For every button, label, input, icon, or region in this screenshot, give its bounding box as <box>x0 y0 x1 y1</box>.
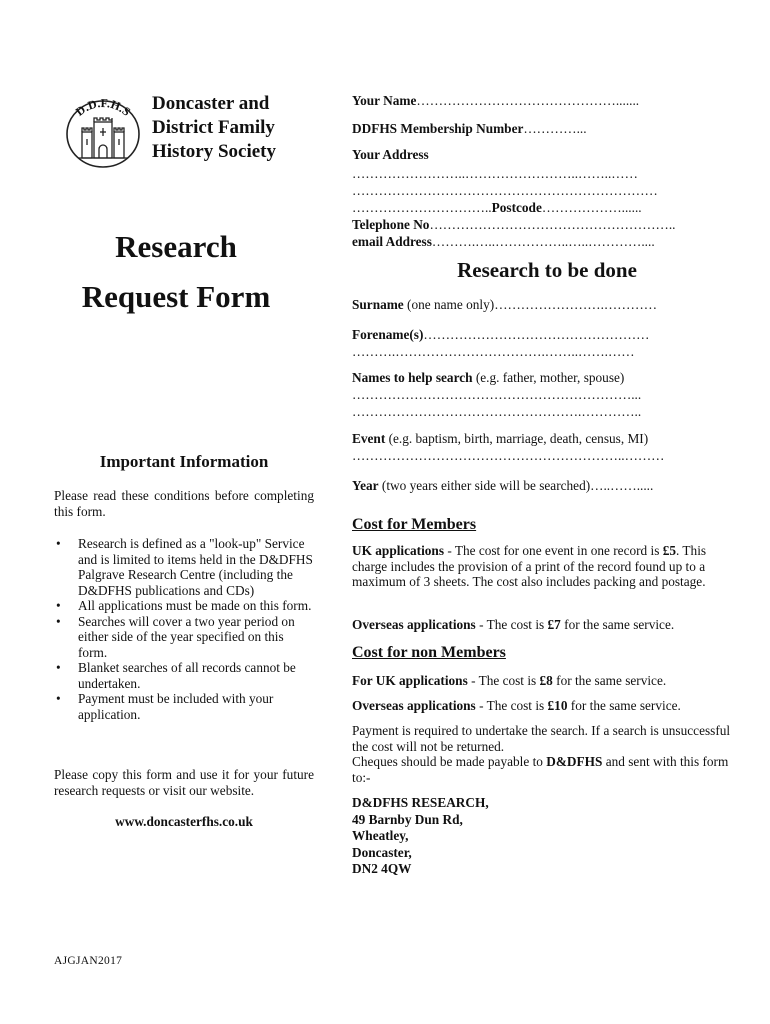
members-uk-label: UK applications <box>352 543 444 558</box>
org-name <box>152 92 276 164</box>
important-heading: Important Information <box>99 452 269 471</box>
condition-item: • Payment must be included with your application. <box>54 691 316 722</box>
address-line-1[interactable]: ……………………..……………………..……..…… <box>352 166 638 181</box>
membership-field[interactable] <box>352 120 732 137</box>
org-name-line1: Doncaster and <box>152 93 270 114</box>
non-members-overseas-label: Overseas applications <box>352 698 476 713</box>
name-dots: ………………………………………....... <box>416 93 640 108</box>
postal-address-line4: Doncaster, <box>352 844 412 860</box>
footer-code: AJGJAN2017 <box>54 955 123 967</box>
names-help-label: Names to help search <box>352 370 473 385</box>
address-line-2[interactable]: …………………………………………………………… <box>352 183 658 198</box>
postal-address <box>352 795 732 878</box>
postal-address-line3: Wheatley, <box>352 828 409 843</box>
surname-label: Surname <box>352 297 404 312</box>
telephone-label: Telephone No <box>352 217 430 232</box>
email-dots: ……….…..……………..…..………….... <box>431 234 655 249</box>
non-members-uk-text-a: - The cost is <box>467 673 540 688</box>
surname-note: (one name only) <box>403 297 495 312</box>
forenames-line-2[interactable]: ……….…………………………….……..…….…… <box>352 344 635 359</box>
email-label: email Address <box>352 234 432 249</box>
names-help-label-row <box>352 369 732 386</box>
year-dots: …..……..... <box>590 478 654 493</box>
form-title <box>40 222 312 322</box>
postcode-dots: ………………...... <box>541 200 642 215</box>
non-members-overseas-text-b: for the same service. <box>567 698 681 713</box>
cheque-note <box>352 754 732 785</box>
non-members-uk-price: £8 <box>539 673 553 688</box>
year-field[interactable] <box>352 477 732 494</box>
castle-icon <box>60 92 146 170</box>
conditions-list <box>54 536 316 722</box>
forenames-dots: …………………………………………… <box>423 327 650 342</box>
telephone-dots: ……………………………………………….. <box>429 217 676 232</box>
non-members-uk-label: For UK applications <box>352 673 468 688</box>
cost-non-members-heading: Cost for non Members <box>352 644 506 661</box>
name-label: Your Name <box>352 93 417 108</box>
research-heading: Research to be done <box>457 258 637 282</box>
non-members-overseas-cost <box>352 697 732 714</box>
members-overseas-cost <box>352 616 732 633</box>
names-help-note: (e.g. father, mother, spouse) <box>472 370 625 385</box>
members-overseas-label: Overseas applications <box>352 617 476 632</box>
forenames-label: Forename(s) <box>352 327 424 342</box>
condition-item: • Searches will cover a two year period on either side of the year specified on this form. <box>54 614 316 661</box>
members-uk-price: £5 <box>662 543 677 558</box>
postal-address-line2: 49 Barnby Dun Rd, <box>352 811 463 827</box>
non-members-overseas-price: £10 <box>547 698 568 713</box>
year-label: Year <box>352 478 379 493</box>
members-uk-text-a: - The cost for one event in one record is <box>444 543 663 558</box>
website-link[interactable]: www.doncasterfhs.co.uk <box>115 814 253 829</box>
condition-item: • Blanket searches of all records cannot be undertaken. <box>54 660 316 691</box>
form-title-line1: Research <box>115 229 237 264</box>
forenames-field[interactable] <box>352 326 732 343</box>
cheque-text-a: Cheques should be made payable to <box>352 754 547 769</box>
members-overseas-text-a: - The cost is <box>475 617 548 632</box>
surname-field[interactable] <box>352 296 732 313</box>
membership-dots: …………... <box>523 121 587 136</box>
postal-address-line1: D&DFHS RESEARCH, <box>352 795 489 810</box>
condition-item: • Research is defined as a "look-up" Service and is limited to items held in the D&DFHS Palgrave Research Centre (including the D&DFHS publications and CDs) <box>54 536 316 598</box>
cheque-text-b: and sent with this form to:- <box>352 754 729 785</box>
postcode-field[interactable] <box>352 199 732 216</box>
telephone-field[interactable] <box>352 216 732 233</box>
surname-dots: …………………….………… <box>494 297 658 312</box>
name-field[interactable] <box>352 92 732 109</box>
important-intro: Please read these conditions before completing this form. <box>54 488 314 519</box>
names-help-line-1[interactable]: ………………………………………………………... <box>352 387 642 402</box>
event-label: Event <box>352 431 386 446</box>
membership-label: DDFHS Membership Number <box>352 121 524 136</box>
year-note: (two years either side will be searched) <box>378 478 591 493</box>
event-note: (e.g. baptism, birth, marriage, death, census, MI) <box>385 431 649 446</box>
postcode-label: Postcode <box>491 200 542 215</box>
members-overseas-price: £7 <box>547 617 561 632</box>
non-members-uk-cost <box>352 672 732 689</box>
cheque-payee: D&DFHS <box>546 754 603 769</box>
org-name-line3: History Society <box>152 141 277 162</box>
form-title-line2: Request Form <box>81 279 271 314</box>
non-members-uk-text-b: for the same service. <box>552 673 667 688</box>
names-help-line-2[interactable]: …………………………………………….………….. <box>352 404 642 419</box>
payment-note: Payment is required to undertake the search. If a search is unsuccessful the cost will not be returned. <box>352 723 731 754</box>
members-overseas-text-b: for the same service. <box>560 617 675 632</box>
address-line-3: ………………………….. <box>352 200 492 215</box>
cost-members-heading: Cost for Members <box>352 516 477 533</box>
copy-note: Please copy this form and use it for your future research requests or visit our website. <box>54 767 314 798</box>
society-logo <box>60 92 146 170</box>
event-line[interactable]: ……………………………………………………..……… <box>352 448 665 463</box>
org-name-line2: District Family <box>152 117 275 138</box>
logo-text: D.D.F.H.S <box>72 95 134 119</box>
non-members-overseas-text-a: - The cost is <box>475 698 548 713</box>
postal-address-line5: DN2 4QW <box>352 861 412 876</box>
event-label-row <box>352 430 732 447</box>
members-uk-text-b: . This charge includes the provision of a print of the record found up to a maximum of 3 sheets. The cost also includes packing and postage. <box>352 543 707 589</box>
members-uk-cost <box>352 543 732 590</box>
condition-item: • All applications must be made on this form. <box>54 598 316 614</box>
email-field[interactable] <box>352 233 732 250</box>
address-label: Your Address <box>352 147 429 162</box>
